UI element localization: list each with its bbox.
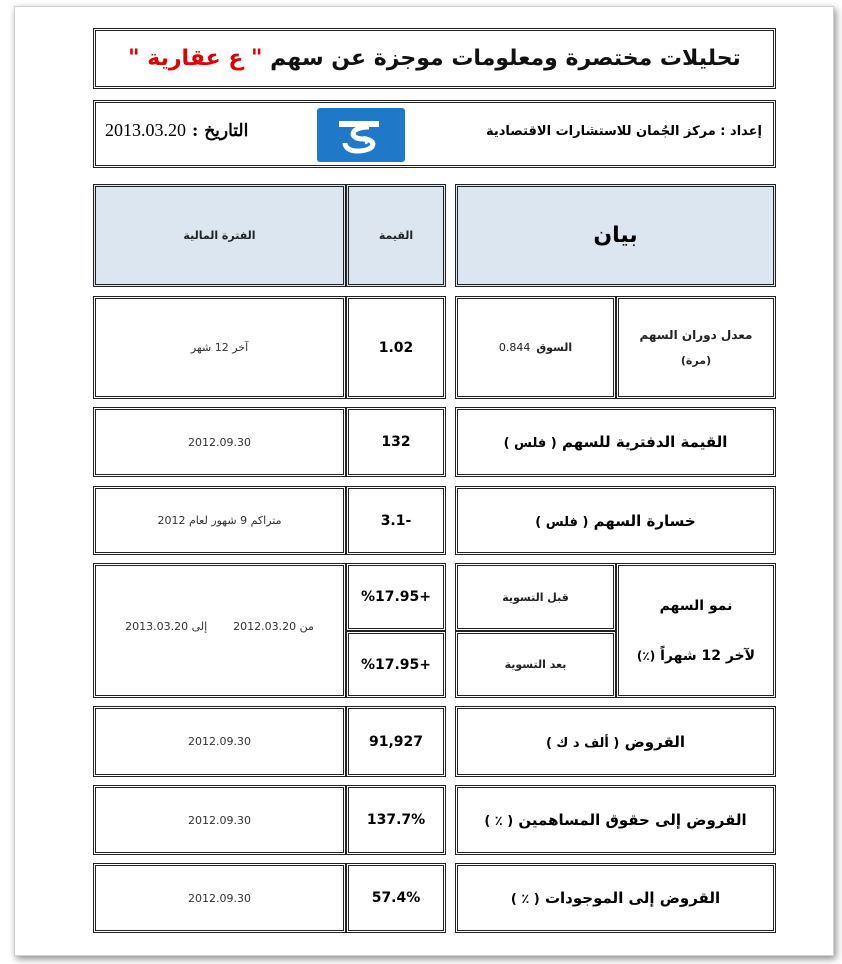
loans-equity-period: 2012.09.30 — [93, 785, 346, 855]
title-stock: " ع عقارية " — [128, 46, 263, 71]
logo-icon — [331, 113, 391, 157]
growth-value-after: %17.95+ — [346, 631, 446, 698]
growth-from: من 2012.03.20 — [233, 620, 314, 633]
growth-label: نمو السهم لآخر 12 شهراً (٪) — [616, 563, 776, 698]
market-value: 0.844 — [498, 341, 531, 354]
turnover-label: معدل دوران السهم (مرة) — [616, 296, 776, 399]
header-value: القيمة — [346, 184, 446, 287]
page-title — [128, 46, 741, 71]
title-box — [93, 28, 776, 89]
loss-label: خسارة السهم ( فلس ) — [455, 486, 776, 555]
market-label: السوق — [536, 341, 573, 354]
header-period: الفترة المالية — [93, 184, 346, 287]
loans-label: القروض ( ألف د ك ) — [455, 706, 776, 777]
prepared-by: إعداد : مركز الجُمان للاستشارات الاقتصادية — [485, 124, 762, 139]
date-group — [105, 120, 248, 141]
title-main: تحليلات مختصرة ومعلومات موجزة عن سهم — [270, 46, 741, 71]
header-item: بيان — [455, 184, 776, 287]
loans-value: 91,927 — [346, 706, 446, 777]
loans-equity-value: 137.7% — [346, 785, 446, 855]
loans-assets-period: 2012.09.30 — [93, 863, 346, 933]
growth-period — [93, 563, 346, 698]
loans-assets-label: القروض إلى الموجودات ( ٪ ) — [455, 863, 776, 933]
loss-period: متراكم 9 شهور لعام 2012 — [93, 486, 346, 555]
book-value-value: 132 — [346, 407, 446, 477]
book-value-label: القيمة الدفترية للسهم ( فلس ) — [455, 407, 776, 477]
growth-value-before: %17.95+ — [346, 563, 446, 631]
loans-equity-label: القروض إلى حقوق المساهمين ( ٪ ) — [455, 785, 776, 855]
growth-after-label: بعد التسوية — [455, 631, 616, 698]
loans-assets-value: 57.4% — [346, 863, 446, 933]
company-logo — [317, 108, 405, 162]
date-value: 2013.03.20 — [105, 120, 186, 140]
date-label: التاريخ : — [192, 120, 249, 141]
loss-value: 3.1- — [346, 486, 446, 555]
turnover-market — [455, 296, 616, 399]
loans-period: 2012.09.30 — [93, 706, 346, 777]
turnover-period: آخر 12 شهر — [93, 296, 346, 399]
growth-to: إلى 2013.03.20 — [125, 620, 208, 633]
turnover-value: 1.02 — [346, 296, 446, 399]
growth-before-label: قبل التسوية — [455, 563, 616, 631]
book-value-period: 2012.09.30 — [93, 407, 346, 477]
